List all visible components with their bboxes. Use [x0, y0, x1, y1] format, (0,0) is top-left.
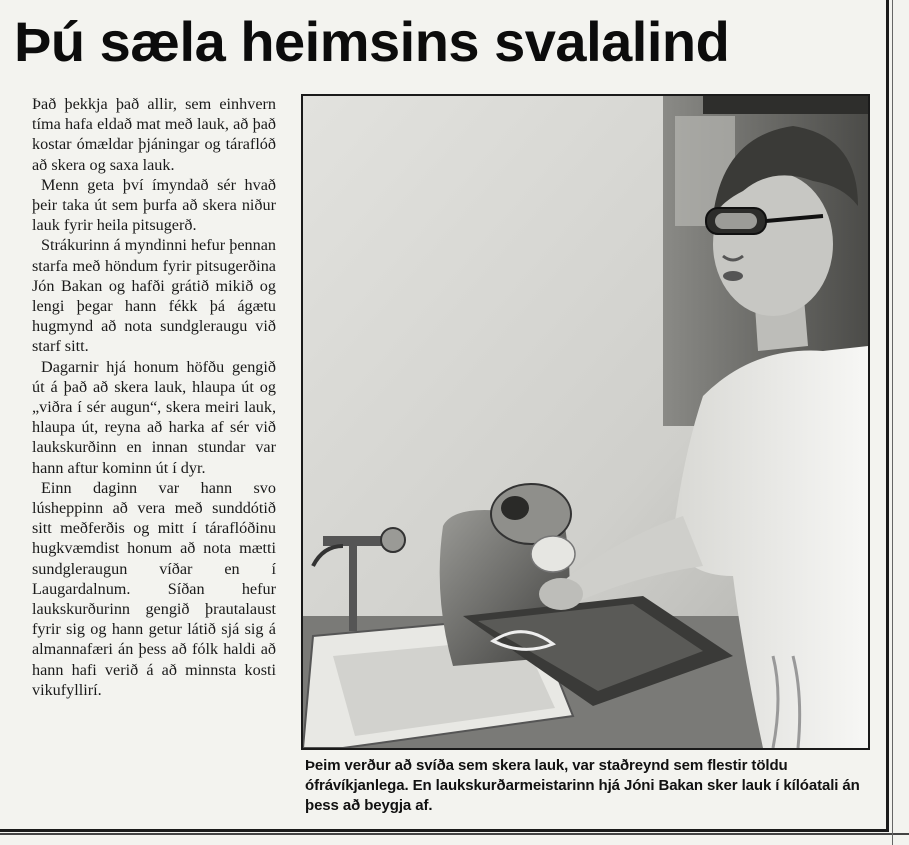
photo-illustration	[303, 96, 868, 748]
right-rule	[892, 0, 893, 845]
news-photo	[301, 94, 870, 750]
paragraph-5: Einn daginn var hann svo lúsheppinn að vera með sunddótið sitt meðferðis og mitt í táraflóðinu hugkvæmdist honum að nota mætti sundgleraugun víðar en í Laugardalnum. Síðan hefur laukskurðurinn gengið þrautalaust fyrir sig og hann getur látið sjá sig á almannafæri án þess að fólk haldi að hann hafi verið á að minnsta kosti vikufyllirí.	[32, 478, 276, 699]
paragraph-3: Strákurinn á myndinni hefur þennan starfa með höndum fyrir pitsugerðina Jón Bakan og hafði grátið mikið og lengi þegar hann fékk þá ágætu hugmynd að nota sundgleraugu við starf sitt.	[32, 236, 276, 356]
article-headline: Þú sæla heimsins svalalind	[14, 10, 730, 73]
paragraph-1: Það þekkja það allir, sem einhvern tíma hafa eldað mat með lauk, að það kostar ómældar þjáningar og táraflóð að skera og saxa lauk.	[32, 95, 276, 174]
paragraph-2: Menn geta því ímyndað sér hvað þeir taka út sem þurfa að skera niður lauk fyrir heila pitsugerð.	[32, 175, 276, 235]
bottom-rule	[0, 833, 909, 835]
paragraph-4: Dagarnir hjá honum höfðu gengið út á það að skera lauk, hlaupa út og „viðra í sér augun“, skera meiri lauk, hlaupa út, reyna að harka af sér við laukskurðinn en innan stundar var hann aftur kominn út í dyr.	[32, 357, 276, 477]
photo-caption: Þeim verður að svíða sem skera lauk, var staðreynd sem flestir töldu ófrávíkjanlega. En laukskurðarmeistarinn hjá Jóni Bakan sker lauk í kílóatali án þess að beygja af.	[305, 757, 860, 814]
article-body	[32, 94, 276, 700]
